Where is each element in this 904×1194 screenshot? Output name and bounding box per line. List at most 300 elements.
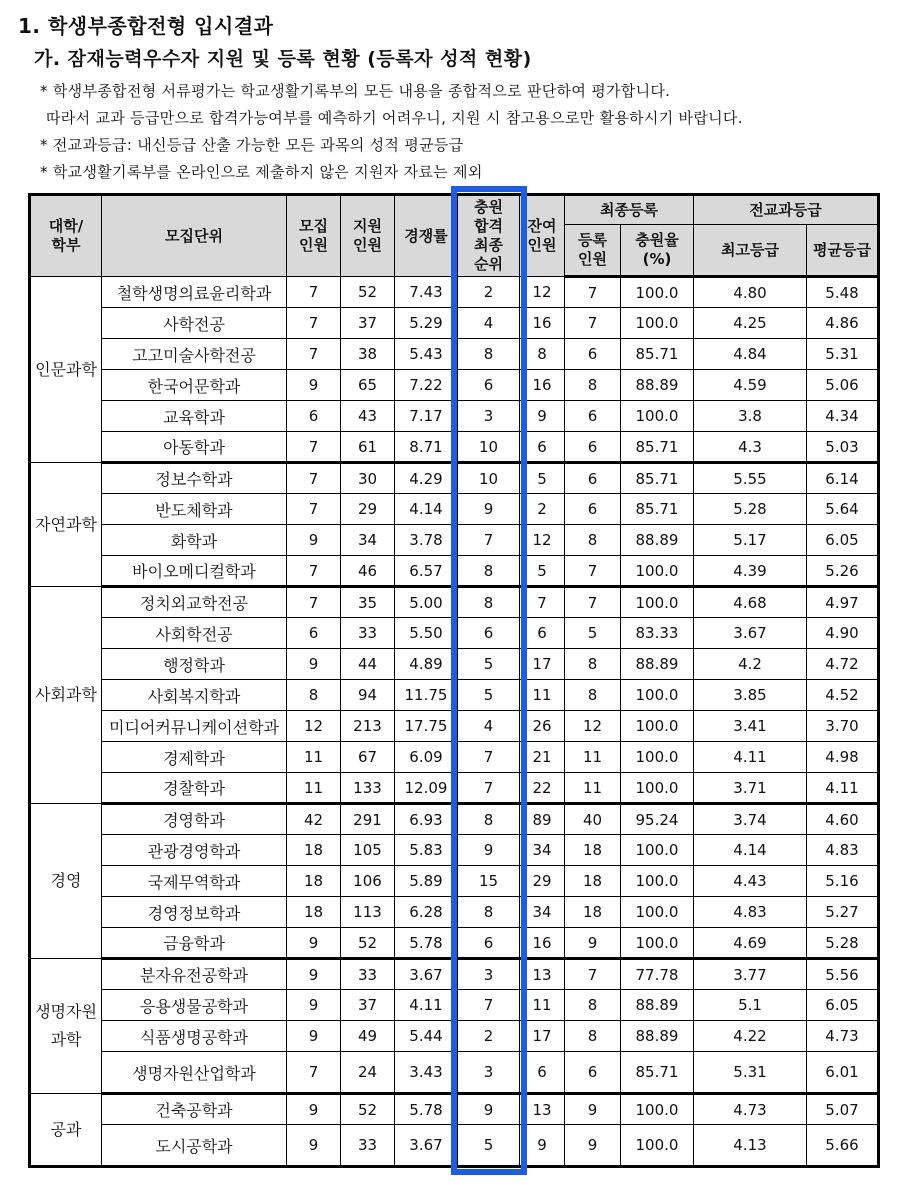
- dept-cell: 국제무역학과: [102, 866, 287, 897]
- waitlist-rank-cell: 9: [458, 835, 520, 866]
- ratio-cell: 17.75: [395, 711, 458, 742]
- reg-count-cell: 9: [565, 1125, 621, 1167]
- ratio-cell: 11.75: [395, 680, 458, 711]
- dept-cell: 사회복지학과: [102, 680, 287, 711]
- waitlist-rank-cell: 8: [458, 587, 520, 618]
- college-cell: 생명자원과학: [30, 959, 102, 1094]
- waitlist-rank-cell: 4: [458, 308, 520, 339]
- fill-rate-cell: 100.0: [621, 1125, 694, 1167]
- header-waitlist-rank: 충원 합격 최종 순위: [458, 195, 520, 277]
- fill-rate-cell: 88.89: [621, 1021, 694, 1052]
- reg-count-cell: 8: [565, 525, 621, 556]
- avg-grade-cell: 5.56: [807, 959, 879, 990]
- waitlist-rank-cell: 10: [458, 432, 520, 463]
- remaining-cell: 29: [520, 866, 565, 897]
- dept-cell: 바이오메디컬학과: [102, 556, 287, 587]
- reg-count-cell: 9: [565, 1094, 621, 1125]
- quota-cell: 9: [287, 1021, 341, 1052]
- table-row: [30, 680, 879, 711]
- applicants-cell: 37: [341, 990, 395, 1021]
- avg-grade-cell: 4.60: [807, 804, 879, 835]
- table-row: [30, 618, 879, 649]
- remaining-cell: 7: [520, 587, 565, 618]
- table-body: [30, 277, 879, 1167]
- waitlist-rank-cell: 7: [458, 773, 520, 804]
- max-grade-cell: 4.25: [694, 308, 807, 339]
- max-grade-cell: 4.2: [694, 649, 807, 680]
- waitlist-rank-cell: 4: [458, 711, 520, 742]
- applicants-cell: 291: [341, 804, 395, 835]
- reg-count-cell: 11: [565, 742, 621, 773]
- avg-grade-cell: 5.28: [807, 928, 879, 959]
- quota-cell: 8: [287, 680, 341, 711]
- section-subtitle: 가. 잠재능력우수자 지원 및 등록 현황 (등록자 성적 현황): [34, 48, 532, 70]
- dept-cell: 사학전공: [102, 308, 287, 339]
- college-cell: 사회과학: [30, 587, 102, 804]
- ratio-cell: 5.83: [395, 835, 458, 866]
- remaining-cell: 9: [520, 401, 565, 432]
- table-row: [30, 1094, 879, 1125]
- remaining-cell: 12: [520, 277, 565, 308]
- dept-cell: 금융학과: [102, 928, 287, 959]
- quota-cell: 11: [287, 773, 341, 804]
- fill-rate-cell: 85.71: [621, 494, 694, 525]
- header-applicants: 지원 인원: [341, 195, 395, 277]
- ratio-cell: 6.57: [395, 556, 458, 587]
- table-row: [30, 587, 879, 618]
- ratio-cell: 5.43: [395, 339, 458, 370]
- avg-grade-cell: 4.98: [807, 742, 879, 773]
- ratio-cell: 3.67: [395, 1125, 458, 1167]
- avg-grade-cell: 4.72: [807, 649, 879, 680]
- max-grade-cell: 5.1: [694, 990, 807, 1021]
- applicants-cell: 37: [341, 308, 395, 339]
- fill-rate-cell: 88.89: [621, 649, 694, 680]
- avg-grade-cell: 5.16: [807, 866, 879, 897]
- header-fill-rate: 충원율 (%): [621, 225, 694, 277]
- waitlist-rank-cell: 7: [458, 525, 520, 556]
- max-grade-cell: 3.8: [694, 401, 807, 432]
- applicants-cell: 61: [341, 432, 395, 463]
- remaining-cell: 5: [520, 556, 565, 587]
- max-grade-cell: 4.69: [694, 928, 807, 959]
- table-row: [30, 866, 879, 897]
- reg-count-cell: 6: [565, 1052, 621, 1094]
- ratio-cell: 4.11: [395, 990, 458, 1021]
- waitlist-rank-cell: 3: [458, 959, 520, 990]
- dept-cell: 교육학과: [102, 401, 287, 432]
- header-max-grade: 최고등급: [694, 225, 807, 277]
- avg-grade-cell: 4.73: [807, 1021, 879, 1052]
- ratio-cell: 6.28: [395, 897, 458, 928]
- remaining-cell: 21: [520, 742, 565, 773]
- reg-count-cell: 7: [565, 277, 621, 308]
- quota-cell: 7: [287, 432, 341, 463]
- avg-grade-cell: 5.06: [807, 370, 879, 401]
- quota-cell: 6: [287, 618, 341, 649]
- remaining-cell: 34: [520, 897, 565, 928]
- dept-cell: 고고미술사학전공: [102, 339, 287, 370]
- max-grade-cell: 4.73: [694, 1094, 807, 1125]
- table-row: [30, 804, 879, 835]
- ratio-cell: 7.22: [395, 370, 458, 401]
- table-row: [30, 277, 879, 308]
- avg-grade-cell: 6.05: [807, 525, 879, 556]
- remaining-cell: 34: [520, 835, 565, 866]
- ratio-cell: 5.29: [395, 308, 458, 339]
- header-grade: 전교과등급: [694, 195, 879, 225]
- remaining-cell: 6: [520, 1052, 565, 1094]
- waitlist-rank-cell: 10: [458, 463, 520, 494]
- quota-cell: 42: [287, 804, 341, 835]
- max-grade-cell: 3.41: [694, 711, 807, 742]
- college-cell: 공과: [30, 1094, 102, 1167]
- quota-cell: 7: [287, 494, 341, 525]
- admission-results-table: [28, 193, 880, 1168]
- ratio-cell: 8.71: [395, 432, 458, 463]
- avg-grade-cell: 5.64: [807, 494, 879, 525]
- quota-cell: 18: [287, 866, 341, 897]
- avg-grade-cell: 5.03: [807, 432, 879, 463]
- quota-cell: 9: [287, 649, 341, 680]
- fill-rate-cell: 100.0: [621, 835, 694, 866]
- applicants-cell: 24: [341, 1052, 395, 1094]
- fill-rate-cell: 100.0: [621, 866, 694, 897]
- remaining-cell: 13: [520, 1094, 565, 1125]
- max-grade-cell: 4.11: [694, 742, 807, 773]
- applicants-cell: 105: [341, 835, 395, 866]
- avg-grade-cell: 4.97: [807, 587, 879, 618]
- fill-rate-cell: 100.0: [621, 556, 694, 587]
- fill-rate-cell: 85.71: [621, 339, 694, 370]
- max-grade-cell: 3.77: [694, 959, 807, 990]
- avg-grade-cell: 4.11: [807, 773, 879, 804]
- dept-cell: 건축공학과: [102, 1094, 287, 1125]
- quota-cell: 9: [287, 1094, 341, 1125]
- fill-rate-cell: 100.0: [621, 928, 694, 959]
- applicants-cell: 106: [341, 866, 395, 897]
- fill-rate-cell: 88.89: [621, 370, 694, 401]
- max-grade-cell: 4.68: [694, 587, 807, 618]
- quota-cell: 9: [287, 928, 341, 959]
- table-row: [30, 649, 879, 680]
- quota-cell: 7: [287, 308, 341, 339]
- dept-cell: 도시공학과: [102, 1125, 287, 1167]
- table-row: [30, 525, 879, 556]
- remaining-cell: 5: [520, 463, 565, 494]
- waitlist-rank-cell: 9: [458, 494, 520, 525]
- applicants-cell: 52: [341, 277, 395, 308]
- avg-grade-cell: 5.31: [807, 339, 879, 370]
- reg-count-cell: 7: [565, 556, 621, 587]
- table-row: [30, 401, 879, 432]
- remaining-cell: 11: [520, 680, 565, 711]
- waitlist-rank-cell: 3: [458, 1052, 520, 1094]
- table-row: [30, 308, 879, 339]
- reg-count-cell: 6: [565, 494, 621, 525]
- reg-count-cell: 8: [565, 649, 621, 680]
- table-row: [30, 835, 879, 866]
- applicants-cell: 29: [341, 494, 395, 525]
- remaining-cell: 17: [520, 1021, 565, 1052]
- applicants-cell: 113: [341, 897, 395, 928]
- fill-rate-cell: 77.78: [621, 959, 694, 990]
- fill-rate-cell: 85.71: [621, 463, 694, 494]
- waitlist-rank-cell: 3: [458, 401, 520, 432]
- ratio-cell: 6.09: [395, 742, 458, 773]
- avg-grade-cell: 5.48: [807, 277, 879, 308]
- max-grade-cell: 4.43: [694, 866, 807, 897]
- quota-cell: 12: [287, 711, 341, 742]
- reg-count-cell: 6: [565, 339, 621, 370]
- table-row: [30, 990, 879, 1021]
- table-row: [30, 773, 879, 804]
- dept-cell: 경찰학과: [102, 773, 287, 804]
- note-3: * 전교과등급: 내신등급 산출 가능한 모든 과목의 성적 평균등급: [40, 136, 464, 154]
- applicants-cell: 213: [341, 711, 395, 742]
- reg-count-cell: 8: [565, 370, 621, 401]
- max-grade-cell: 5.28: [694, 494, 807, 525]
- fill-rate-cell: 95.24: [621, 804, 694, 835]
- waitlist-rank-cell: 5: [458, 680, 520, 711]
- quota-cell: 9: [287, 1125, 341, 1167]
- remaining-cell: 8: [520, 339, 565, 370]
- avg-grade-cell: 4.90: [807, 618, 879, 649]
- dept-cell: 사회학전공: [102, 618, 287, 649]
- fill-rate-cell: 100.0: [621, 680, 694, 711]
- applicants-cell: 46: [341, 556, 395, 587]
- waitlist-rank-cell: 8: [458, 897, 520, 928]
- waitlist-rank-cell: 6: [458, 370, 520, 401]
- table-row: [30, 711, 879, 742]
- remaining-cell: 26: [520, 711, 565, 742]
- applicants-cell: 67: [341, 742, 395, 773]
- reg-count-cell: 6: [565, 432, 621, 463]
- ratio-cell: 3.67: [395, 959, 458, 990]
- applicants-cell: 49: [341, 1021, 395, 1052]
- waitlist-rank-cell: 8: [458, 339, 520, 370]
- applicants-cell: 133: [341, 773, 395, 804]
- reg-count-cell: 11: [565, 773, 621, 804]
- dept-cell: 철학생명의료윤리학과: [102, 277, 287, 308]
- fill-rate-cell: 100.0: [621, 773, 694, 804]
- fill-rate-cell: 100.0: [621, 711, 694, 742]
- ratio-cell: 5.89: [395, 866, 458, 897]
- max-grade-cell: 3.74: [694, 804, 807, 835]
- fill-rate-cell: 100.0: [621, 1094, 694, 1125]
- max-grade-cell: 4.39: [694, 556, 807, 587]
- dept-cell: 경영정보학과: [102, 897, 287, 928]
- fill-rate-cell: 100.0: [621, 277, 694, 308]
- max-grade-cell: 3.85: [694, 680, 807, 711]
- quota-cell: 7: [287, 463, 341, 494]
- remaining-cell: 6: [520, 618, 565, 649]
- avg-grade-cell: 5.26: [807, 556, 879, 587]
- remaining-cell: 89: [520, 804, 565, 835]
- fill-rate-cell: 100.0: [621, 587, 694, 618]
- ratio-cell: 5.78: [395, 928, 458, 959]
- ratio-cell: 3.43: [395, 1052, 458, 1094]
- note-1: * 학생부종합전형 서류평가는 학교생활기록부의 모든 내용을 종합적으로 판단하여 평가합니다.: [40, 82, 671, 100]
- table-row: [30, 494, 879, 525]
- waitlist-rank-cell: 5: [458, 1125, 520, 1167]
- max-grade-cell: 4.59: [694, 370, 807, 401]
- reg-count-cell: 9: [565, 928, 621, 959]
- waitlist-rank-cell: 6: [458, 618, 520, 649]
- dept-cell: 생명자원산업학과: [102, 1052, 287, 1094]
- table-row: [30, 1125, 879, 1167]
- quota-cell: 9: [287, 959, 341, 990]
- table-row: [30, 339, 879, 370]
- ratio-cell: 5.50: [395, 618, 458, 649]
- avg-grade-cell: 4.86: [807, 308, 879, 339]
- table-row: [30, 1052, 879, 1094]
- avg-grade-cell: 4.34: [807, 401, 879, 432]
- ratio-cell: 4.14: [395, 494, 458, 525]
- dept-cell: 응용생물공학과: [102, 990, 287, 1021]
- avg-grade-cell: 4.52: [807, 680, 879, 711]
- note-4: * 학교생활기록부를 온라인으로 제출하지 않은 지원자 자료는 제외: [40, 163, 483, 181]
- quota-cell: 9: [287, 990, 341, 1021]
- reg-count-cell: 18: [565, 897, 621, 928]
- max-grade-cell: 5.55: [694, 463, 807, 494]
- fill-rate-cell: 100.0: [621, 742, 694, 773]
- reg-count-cell: 7: [565, 308, 621, 339]
- ratio-cell: 5.00: [395, 587, 458, 618]
- remaining-cell: 2: [520, 494, 565, 525]
- dept-cell: 경영학과: [102, 804, 287, 835]
- header-avg-grade: 평균등급: [807, 225, 879, 277]
- avg-grade-cell: 6.05: [807, 990, 879, 1021]
- dept-cell: 경제학과: [102, 742, 287, 773]
- applicants-cell: 94: [341, 680, 395, 711]
- dept-cell: 관광경영학과: [102, 835, 287, 866]
- dept-cell: 정치외교학전공: [102, 587, 287, 618]
- header-college: 대학/ 학부: [30, 195, 102, 277]
- reg-count-cell: 5: [565, 618, 621, 649]
- dept-cell: 한국어문학과: [102, 370, 287, 401]
- remaining-cell: 6: [520, 432, 565, 463]
- ratio-cell: 5.44: [395, 1021, 458, 1052]
- dept-cell: 정보수학과: [102, 463, 287, 494]
- fill-rate-cell: 100.0: [621, 308, 694, 339]
- quota-cell: 18: [287, 897, 341, 928]
- reg-count-cell: 40: [565, 804, 621, 835]
- quota-cell: 7: [287, 1052, 341, 1094]
- applicants-cell: 34: [341, 525, 395, 556]
- header-quota: 모집 인원: [287, 195, 341, 277]
- applicants-cell: 30: [341, 463, 395, 494]
- quota-cell: 11: [287, 742, 341, 773]
- dept-cell: 식품생명공학과: [102, 1021, 287, 1052]
- note-2: 따라서 교과 등급만으로 합격가능여부를 예측하기 어려우니, 지원 시 참고용으로만 활용하시기 바랍니다.: [46, 109, 743, 127]
- max-grade-cell: 5.17: [694, 525, 807, 556]
- quota-cell: 18: [287, 835, 341, 866]
- quota-cell: 9: [287, 370, 341, 401]
- dept-cell: 아동학과: [102, 432, 287, 463]
- avg-grade-cell: 3.70: [807, 711, 879, 742]
- table-row: [30, 432, 879, 463]
- applicants-cell: 33: [341, 1125, 395, 1167]
- quota-cell: 6: [287, 401, 341, 432]
- max-grade-cell: 4.13: [694, 1125, 807, 1167]
- ratio-cell: 5.78: [395, 1094, 458, 1125]
- applicants-cell: 33: [341, 959, 395, 990]
- ratio-cell: 7.17: [395, 401, 458, 432]
- applicants-cell: 44: [341, 649, 395, 680]
- avg-grade-cell: 6.01: [807, 1052, 879, 1094]
- reg-count-cell: 7: [565, 959, 621, 990]
- table-row: [30, 370, 879, 401]
- college-cell: 인문과학: [30, 277, 102, 463]
- max-grade-cell: 4.83: [694, 897, 807, 928]
- quota-cell: 7: [287, 277, 341, 308]
- remaining-cell: 12: [520, 525, 565, 556]
- reg-count-cell: 12: [565, 711, 621, 742]
- avg-grade-cell: 6.14: [807, 463, 879, 494]
- table-row: [30, 742, 879, 773]
- avg-grade-cell: 5.66: [807, 1125, 879, 1167]
- avg-grade-cell: 5.27: [807, 897, 879, 928]
- avg-grade-cell: 5.07: [807, 1094, 879, 1125]
- college-cell: 경영: [30, 804, 102, 959]
- remaining-cell: 22: [520, 773, 565, 804]
- reg-count-cell: 6: [565, 401, 621, 432]
- dept-cell: 반도체학과: [102, 494, 287, 525]
- reg-count-cell: 8: [565, 680, 621, 711]
- fill-rate-cell: 83.33: [621, 618, 694, 649]
- waitlist-rank-cell: 8: [458, 804, 520, 835]
- waitlist-rank-cell: 6: [458, 928, 520, 959]
- reg-count-cell: 7: [565, 587, 621, 618]
- applicants-cell: 43: [341, 401, 395, 432]
- fill-rate-cell: 100.0: [621, 897, 694, 928]
- dept-cell: 미디어커뮤니케이션학과: [102, 711, 287, 742]
- remaining-cell: 16: [520, 370, 565, 401]
- ratio-cell: 4.29: [395, 463, 458, 494]
- applicants-cell: 38: [341, 339, 395, 370]
- waitlist-rank-cell: 15: [458, 866, 520, 897]
- header-dept: 모집단위: [102, 195, 287, 277]
- remaining-cell: 9: [520, 1125, 565, 1167]
- fill-rate-cell: 85.71: [621, 1052, 694, 1094]
- table-row: [30, 556, 879, 587]
- max-grade-cell: 5.31: [694, 1052, 807, 1094]
- remaining-cell: 16: [520, 928, 565, 959]
- remaining-cell: 11: [520, 990, 565, 1021]
- ratio-cell: 4.89: [395, 649, 458, 680]
- table-row: [30, 1021, 879, 1052]
- header-final-registration: 최종등록: [565, 195, 694, 225]
- quota-cell: 9: [287, 525, 341, 556]
- quota-cell: 7: [287, 556, 341, 587]
- reg-count-cell: 18: [565, 835, 621, 866]
- header-remaining: 잔여 인원: [520, 195, 565, 277]
- max-grade-cell: 4.3: [694, 432, 807, 463]
- remaining-cell: 13: [520, 959, 565, 990]
- quota-cell: 7: [287, 587, 341, 618]
- avg-grade-cell: 4.83: [807, 835, 879, 866]
- ratio-cell: 7.43: [395, 277, 458, 308]
- fill-rate-cell: 88.89: [621, 525, 694, 556]
- applicants-cell: 33: [341, 618, 395, 649]
- fill-rate-cell: 100.0: [621, 401, 694, 432]
- waitlist-rank-cell: 8: [458, 556, 520, 587]
- max-grade-cell: 3.67: [694, 618, 807, 649]
- waitlist-rank-cell: 7: [458, 990, 520, 1021]
- page-title: 1. 학생부종합전형 입시결과: [18, 14, 274, 38]
- quota-cell: 7: [287, 339, 341, 370]
